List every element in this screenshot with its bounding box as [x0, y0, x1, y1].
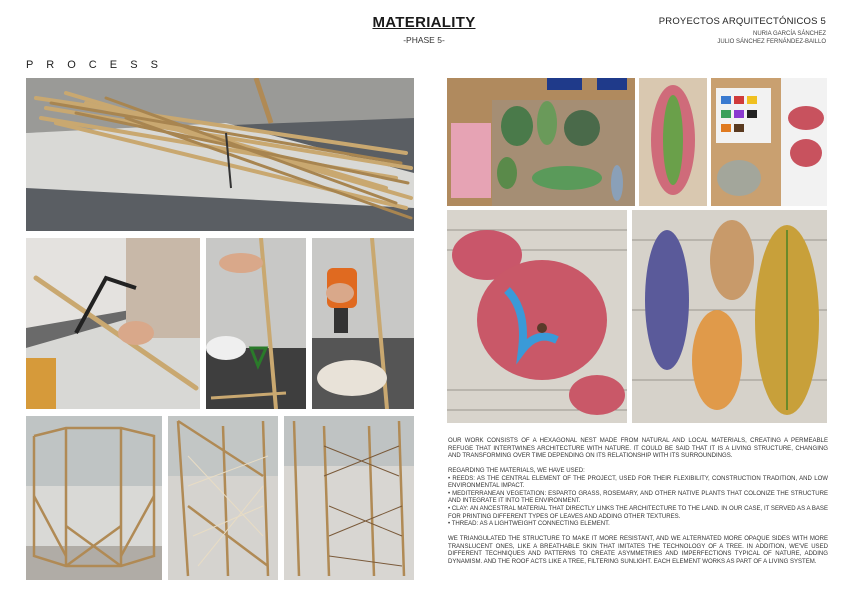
painted-leaves-photo: [632, 210, 827, 423]
materials-intro: REGARDING THE MATERIALS, WE HAVE USED:: [448, 467, 585, 474]
reed-bundle-photo: [26, 78, 414, 231]
drilling-reed-photo: [312, 238, 414, 409]
leaf-collection-photo: [447, 78, 635, 206]
description-paragraph-3: WE TRIANGULATED THE STRUCTURE TO MAKE IT MORE RESISTANT, AND WE ALTERNATED MORE OPAQUE SIDES WITH MORE TRANSLUCENT ONES, LIKE A BREATHABLE SKIN THAT IMITATES THE TECHNOLOGY OF A TREE. IN ADDITION, WE'VE USED DIFFERENT TECHNIQUES AND PATTERNS TO CREATE ASYMMETRIES AND IMPERFECTIONS TYPICAL OF NATURE, ADDING DYNAMISM. AND THE ROOF ACTS LIKE A TREE, FILTERING SUNLIGHT. EACH ELEMENT WORKS AS PART OF A LIVING SYSTEM.: [448, 535, 828, 565]
course-name: PROYECTOS ARQUITECTÓNICOS 5: [658, 16, 826, 27]
description-paragraph-1: OUR WORK CONSISTS OF A HEXAGONAL NEST MADE FROM NATURAL AND LOCAL MATERIALS, CREATING A PERMEABLE REFUGE THAT INTERTWINES ARCHITECTURE WITH NATURE. IT COULD BE SAID THAT IT IS A LIVING STRUCTURE, CHANGING AND TRANSFORMING OVER TIME DEPENDING ON ITS RELATIONSHIP WITH ITS SURROUNDINGS.: [448, 438, 828, 460]
project-description: [448, 438, 828, 566]
sawing-reed-photo: [26, 238, 200, 409]
watercolor-palette-photo: [711, 78, 827, 206]
structure-detail-photo: [284, 416, 414, 580]
structure-threaded-photo: [168, 416, 278, 580]
author-name-2: JULIO SÁNCHEZ FERNÁNDEZ-BAILLO: [717, 39, 826, 45]
materials-item-thread: • THREAD: AS A LIGHTWEIGHT CONNECTING ELEMENT.: [448, 521, 610, 528]
page-title: MATERIALITY: [372, 14, 476, 31]
structure-frame-photo: [26, 416, 162, 580]
materials-item-vegetation: • MEDITERRANEAN VEGETATION: ESPARTO GRASS, ROSEMARY, AND OTHER NATIVE PLANTS THAT COLONIZE THE STRUCTURE AND INTEGRATE IT INTO THE ENVIRONMENT.: [448, 490, 828, 505]
clay-leaf-print-photo: [639, 78, 707, 206]
materials-item-clay: • CLAY: AN ANCESTRAL MATERIAL THAT DIRECTLY LINKS THE ARCHITECTURE TO THE LAND. IN OUR CASE, IT SERVED AS A BASE FOR PRINTING DIFFERENT TYPES OF LEAVES AND ADDING OTHER TEXTURES.: [448, 505, 828, 520]
phase-subtitle: -PHASE 5-: [403, 35, 445, 45]
holding-reed-photo: [206, 238, 306, 409]
pink-clay-leaves-photo: [447, 210, 627, 423]
materials-item-reeds: • REEDS: AS THE CENTRAL ELEMENT OF THE PROJECT, USED FOR THEIR FLEXIBILITY, CONSTRUCTION TRADITION, AND LOW ENVIRONMENTAL IMPACT.: [448, 475, 828, 490]
section-label: P R O C E S S: [26, 59, 163, 71]
author-name-1: NURIA GARCÍA SÁNCHEZ: [752, 31, 826, 37]
